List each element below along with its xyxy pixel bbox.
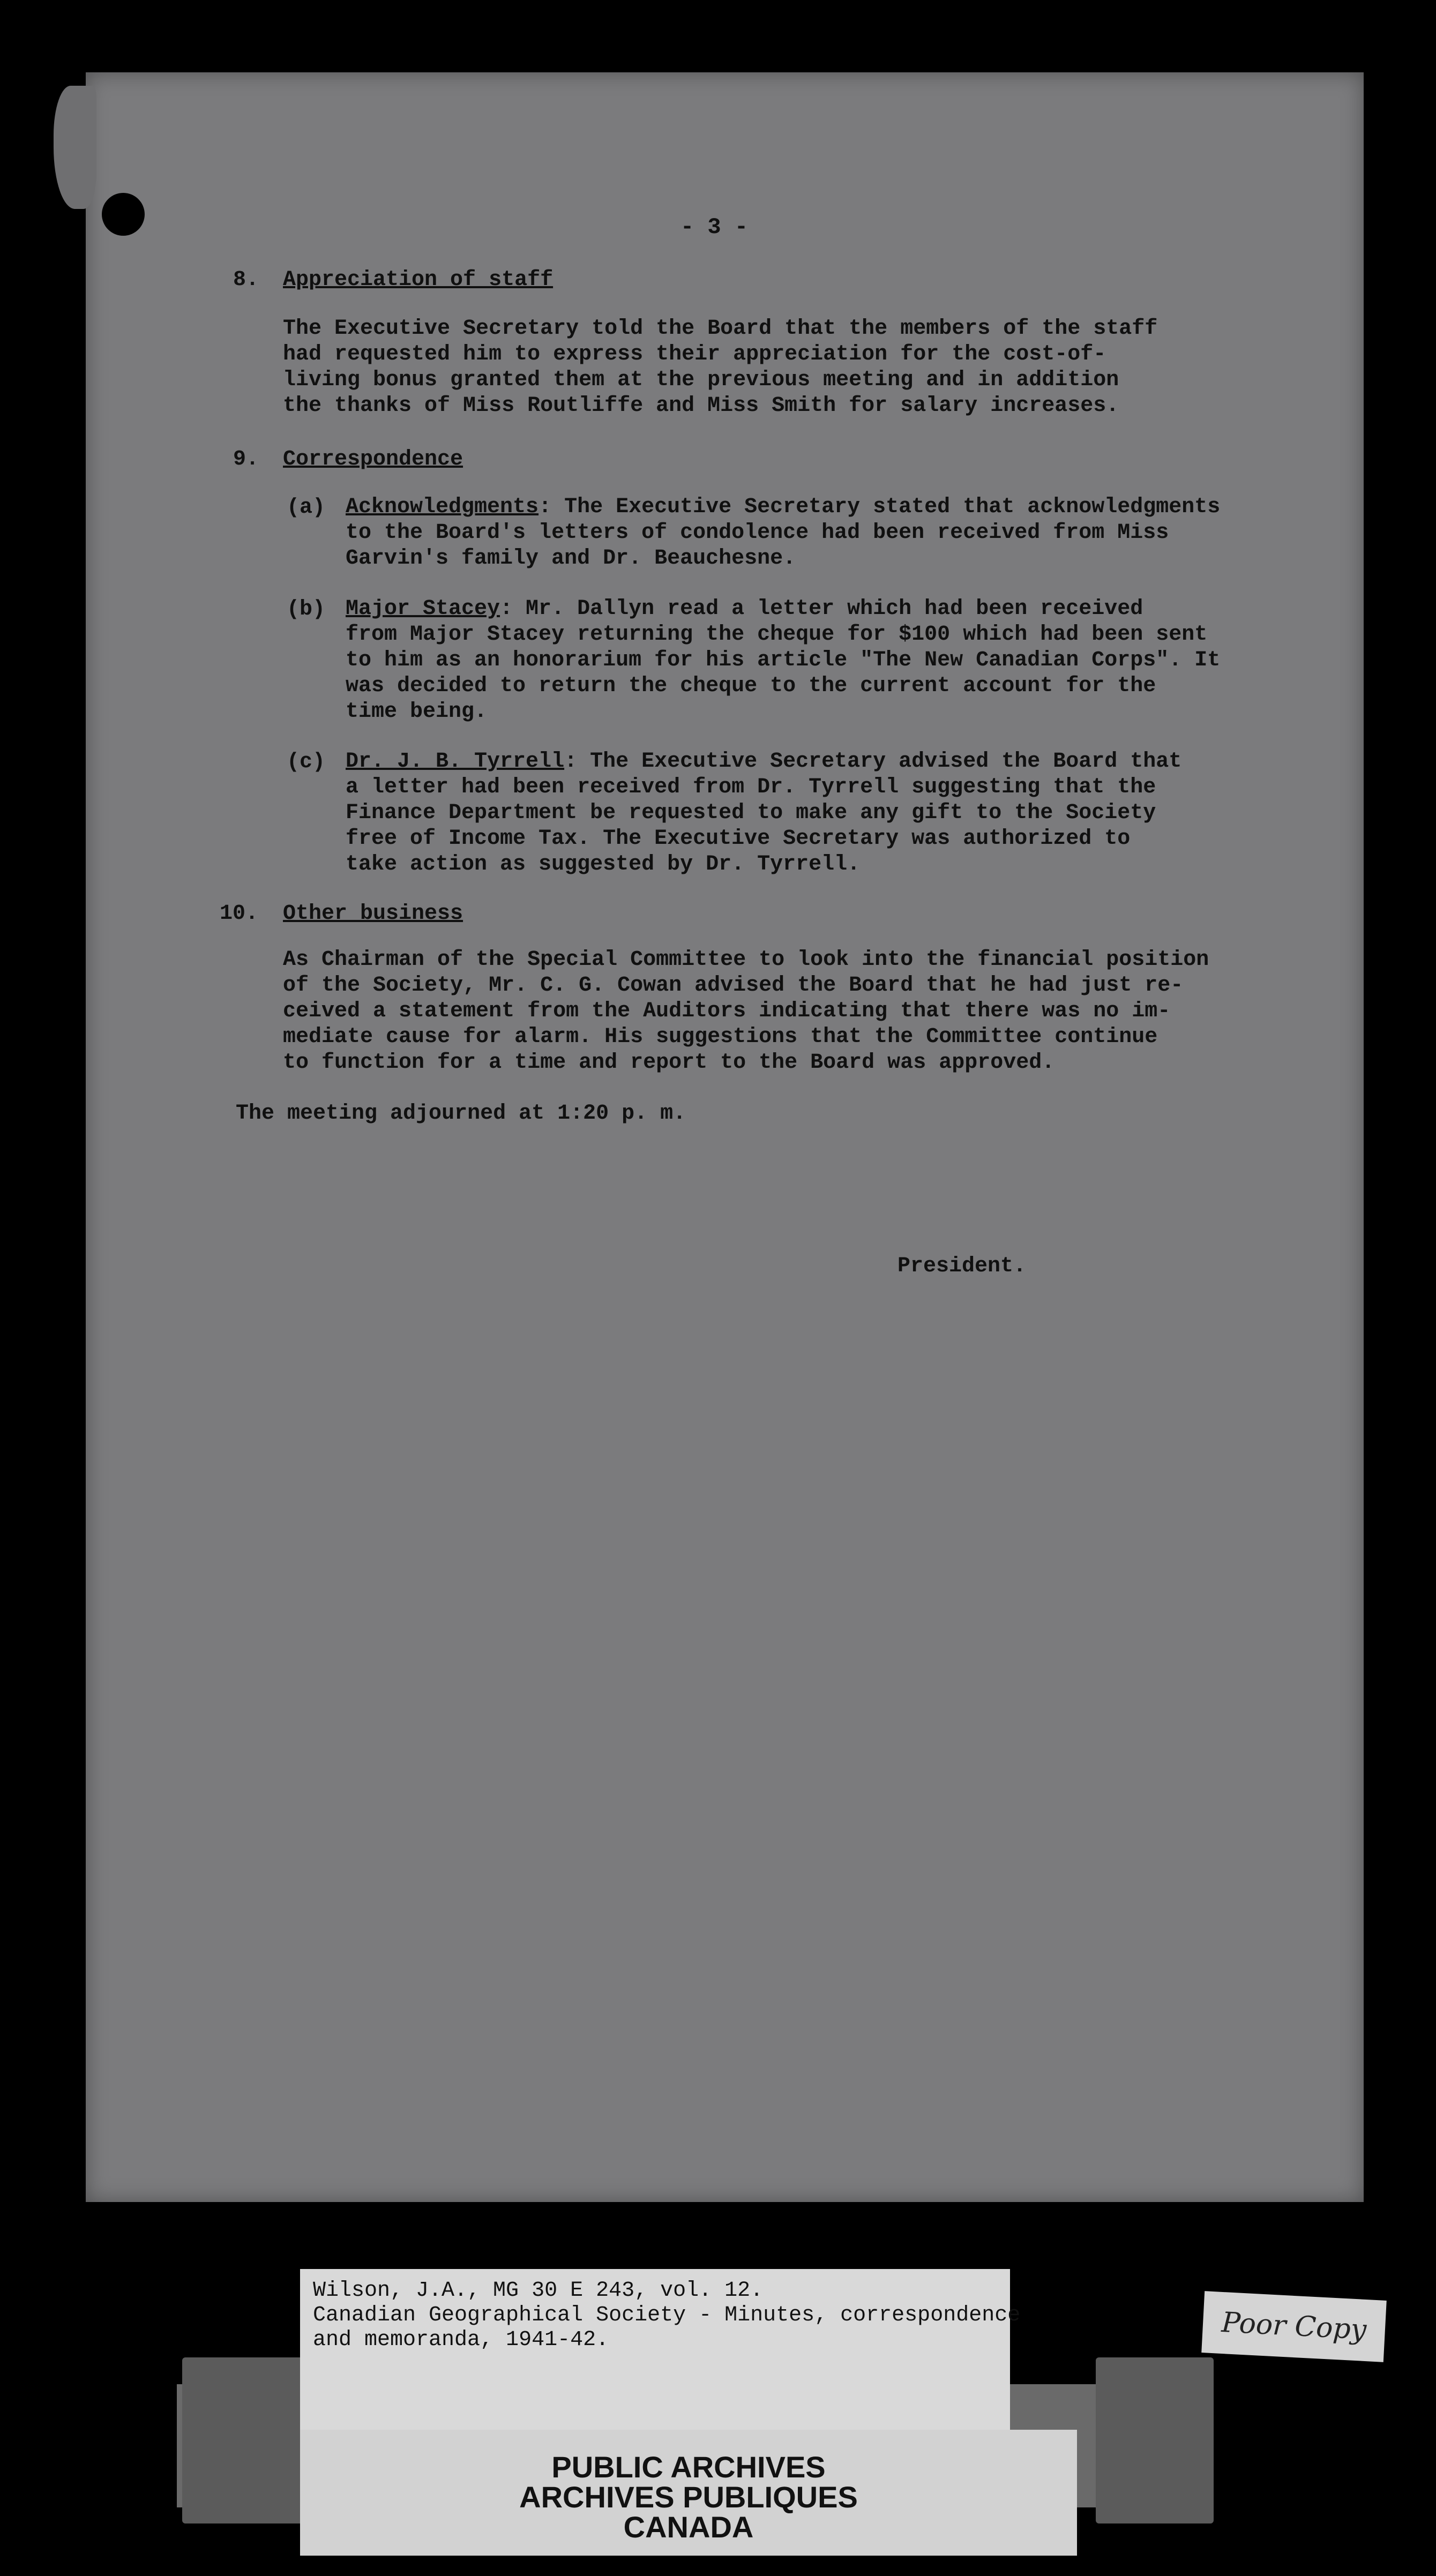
item-9c-body xyxy=(346,749,1181,878)
item-8-line: The Executive Secretary told the Board that the members of the staff xyxy=(283,317,1158,341)
item-8-line: living bonus granted them at the previous meeting and in addition xyxy=(283,368,1119,392)
item-10-heading: Other business xyxy=(283,902,463,926)
item-9b-line: to him as an honorarium for his article "The New Canadian Corps". It xyxy=(346,648,1221,672)
archives-label-line: CANADA xyxy=(623,2510,754,2544)
item-9a-line: to the Board's letters of condolence had been received from Miss xyxy=(346,521,1169,545)
item-9b-body xyxy=(346,596,1220,725)
item-9b-line: time being. xyxy=(346,700,488,724)
public-archives-label xyxy=(300,2430,1077,2556)
item-9b-line: : Mr. Dallyn read a letter which had been received xyxy=(500,597,1143,621)
item-10-line: mediate cause for alarm. His suggestions that the Committee continue xyxy=(283,1025,1158,1049)
item-9b-line: was decided to return the cheque to the current account for the xyxy=(346,674,1156,698)
item-8-line: had requested him to express their appreciation for the cost-of- xyxy=(283,342,1106,366)
signature-line: President. xyxy=(898,1254,1027,1278)
item-8-line: the thanks of Miss Routliffe and Miss Smith for salary increases. xyxy=(283,394,1119,418)
handwritten-tag: Poor Copy xyxy=(1201,2291,1387,2362)
archives-label-line: PUBLIC ARCHIVES xyxy=(551,2450,826,2484)
item-9-heading: Correspondence xyxy=(283,447,463,471)
item-9c-line: free of Income Tax. The Executive Secretary was authorized to xyxy=(346,827,1131,851)
catalog-line: and memoranda, 1941-42. xyxy=(313,2328,609,2352)
item-10-line: ceived a statement from the Auditors indicating that there was no im- xyxy=(283,999,1171,1023)
catalog-card xyxy=(300,2269,1021,2448)
item-8-body xyxy=(283,316,1157,419)
mount-clip-right xyxy=(1096,2357,1214,2523)
item-9a-line: : The Executive Secretary stated that acknowledgments xyxy=(538,495,1221,519)
item-10-line: to function for a time and report to the Board was approved. xyxy=(283,1051,1055,1075)
item-8-heading: Appreciation of staff xyxy=(283,268,554,292)
catalog-line: Canadian Geographical Society - Minutes, correspondence xyxy=(313,2303,1021,2327)
item-10-number: 10. xyxy=(220,902,259,926)
item-8-number: 8. xyxy=(233,268,259,292)
item-9a-label: (a) xyxy=(287,496,326,520)
item-9a-body xyxy=(346,495,1220,572)
item-9c-title: Dr. J. B. Tyrrell xyxy=(346,750,565,774)
item-9a-title: Acknowledgments xyxy=(346,495,539,519)
page-number: - 3 - xyxy=(680,214,749,240)
item-9b-line: from Major Stacey returning the cheque for $100 which had been sent xyxy=(346,623,1208,647)
item-10-line: As Chairman of the Special Committee to look into the financial position xyxy=(283,948,1209,972)
item-9c-line: take action as suggested by Dr. Tyrrell. xyxy=(346,852,861,877)
archives-label-line: ARCHIVES PUBLIQUES xyxy=(519,2480,858,2514)
item-9c-line: : The Executive Secretary advised the Board that xyxy=(564,750,1182,774)
torn-edge xyxy=(54,86,96,209)
item-9c-line: Finance Department be requested to make any gift to the Society xyxy=(346,801,1156,825)
item-9-number: 9. xyxy=(233,447,259,471)
item-9b-label: (b) xyxy=(287,597,326,621)
item-10-line: of the Society, Mr. C. G. Cowan advised the Board that he had just re- xyxy=(283,974,1184,998)
punch-hole xyxy=(102,193,145,236)
item-9a-line: Garvin's family and Dr. Beauchesne. xyxy=(346,546,796,571)
item-9c-label: (c) xyxy=(287,750,326,774)
catalog-line: Wilson, J.A., MG 30 E 243, vol. 12. xyxy=(313,2279,764,2303)
mount-clip-left xyxy=(182,2357,305,2523)
item-9c-line: a letter had been received from Dr. Tyrrell suggesting that the xyxy=(346,775,1156,799)
item-10-body xyxy=(283,947,1209,1076)
adjournment-line: The meeting adjourned at 1:20 p. m. xyxy=(236,1102,686,1126)
item-9b-title: Major Stacey xyxy=(346,597,500,621)
